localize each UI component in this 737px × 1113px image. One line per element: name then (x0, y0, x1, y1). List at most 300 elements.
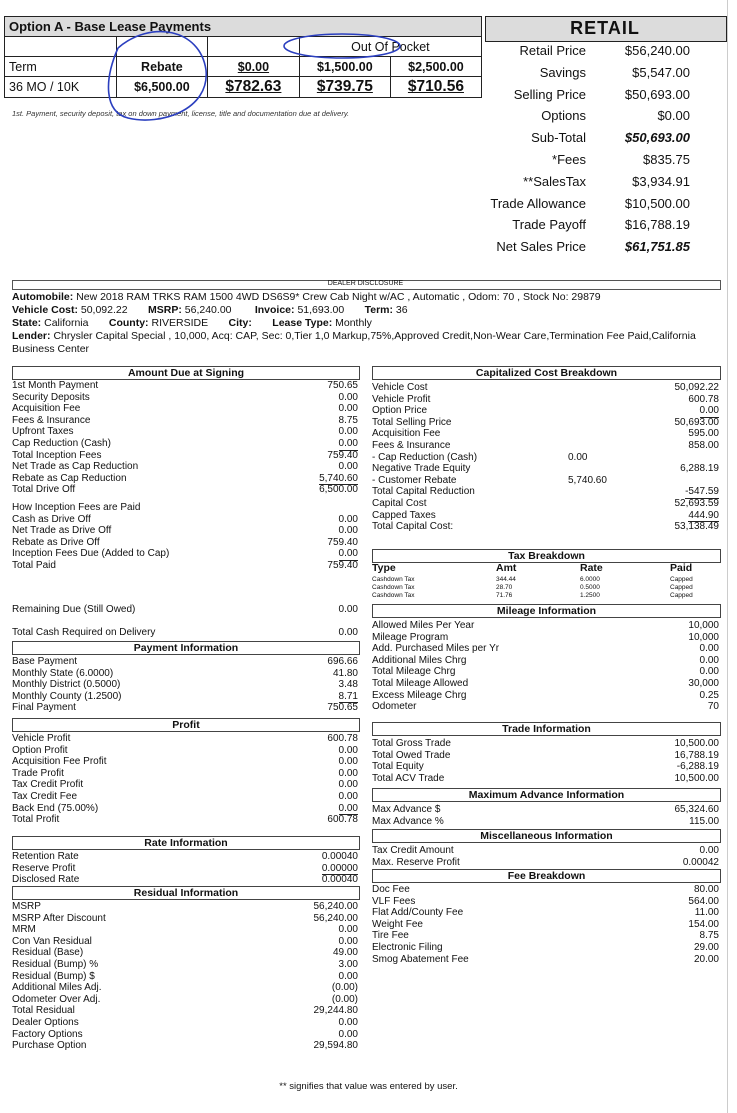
row-label: Max. Reserve Profit (372, 856, 460, 868)
list-row (372, 510, 719, 522)
row-value: 0.00 (699, 405, 719, 417)
retail-row (485, 152, 690, 172)
list-row (372, 919, 719, 931)
tax-cell: Cashdown Tax (372, 576, 415, 583)
row-label: Monthly District (0.5000) (12, 679, 121, 691)
list-row (372, 845, 719, 857)
row-value: 10,500.00 (674, 772, 719, 784)
row-value: 41.80 (332, 667, 358, 679)
retail-row (485, 87, 690, 107)
row-value: 750.65 (327, 380, 358, 391)
row-label: Inception Fees Due (Added to Cap) (12, 548, 170, 560)
row-label: Electronic Filing (372, 942, 443, 953)
row-value: 600.78 (327, 814, 358, 826)
tax-headers (372, 563, 719, 575)
row-value: -547.59 (685, 486, 719, 498)
row-label: - Customer Rebate (372, 474, 457, 486)
row-label: Factory Options (12, 1028, 83, 1040)
row-label: Dealer Options (12, 1017, 79, 1028)
row-label: Flat Add/County Fee (372, 907, 464, 919)
tax-cell: 71.76 (496, 592, 513, 599)
list-row (12, 936, 358, 948)
list-row (12, 461, 358, 473)
retail-label: Trade Allowance (490, 195, 586, 211)
row-label: Total Owed Trade (372, 749, 451, 761)
row-value: 696.66 (327, 656, 358, 667)
row-value: 154.00 (688, 918, 719, 930)
row-value: 0.00 (338, 1017, 358, 1028)
list-row (372, 452, 719, 464)
row-value: 8.71 (338, 690, 358, 702)
retail-label: **SalesTax (523, 173, 586, 189)
list-row (372, 954, 719, 966)
row-value: 0.00042 (682, 856, 719, 868)
row-value: 600.78 (688, 393, 719, 405)
retail-label: Savings (539, 64, 586, 80)
row-label: Monthly County (1.2500) (12, 690, 122, 702)
row-value: 56,240.00 (313, 912, 358, 924)
automobile-value: New 2018 RAM TRKS RAM 1500 4WD DS6S9* Crew Cab Night w/AC , Automatic , Odom: 70 , Stock No: 29879 (76, 291, 601, 303)
row-value: 0.00 (338, 791, 358, 802)
list-row (12, 982, 358, 994)
list-row (372, 678, 719, 690)
cost-line: Vehicle Cost: 50,092.22 MSRP: 56,240.00 Invoice: 51,693.00 Term: 36 (12, 304, 408, 316)
row-value: 6,500.00 (319, 484, 358, 496)
list-row (12, 959, 358, 971)
retail-value: $0.00 (657, 108, 690, 124)
row-value: 10,500.00 (674, 738, 719, 749)
row-label: Con Van Residual (12, 935, 92, 947)
retail-row (485, 196, 690, 216)
row-label: Net Trade as Drive Off (12, 525, 112, 537)
list-row (12, 971, 358, 983)
list-row (12, 1029, 358, 1041)
row-label: Monthly State (6.0000) (12, 667, 114, 679)
row-label: Reserve Profit (12, 862, 76, 874)
row-label: Vehicle Profit (372, 393, 431, 405)
user-entered-note: ** signifies that value was entered by user. (279, 1081, 458, 1092)
row-label: Tax Credit Fee (12, 791, 78, 802)
row-value: 3.00 (338, 959, 358, 970)
row-label: Total Paid (12, 560, 56, 571)
list-row (12, 679, 358, 691)
list-row (12, 901, 358, 913)
row-label: Total Selling Price (372, 416, 452, 428)
row-value: 10,000 (688, 620, 719, 631)
list-row (372, 666, 719, 678)
row-value: 0.00 (338, 970, 358, 982)
list-row (372, 394, 719, 406)
row-label: Max Advance $ (372, 804, 441, 815)
list-row (12, 548, 358, 560)
list-row (12, 1005, 358, 1017)
row-value: 56,240.00 (313, 901, 358, 912)
row-label: Remaining Due (Still Owed) (12, 604, 136, 615)
row-label: Tax Credit Profit (12, 779, 84, 791)
tax-cell: Cashdown Tax (372, 584, 415, 591)
list-row (12, 851, 358, 863)
list-row (372, 773, 719, 785)
row-label: Total Equity (372, 761, 424, 773)
list-row (372, 761, 719, 773)
payment-1500: $739.75 (299, 77, 390, 98)
row-label: Back End (75.00%) (12, 802, 99, 814)
row-value: (0.00) (331, 982, 358, 994)
row-label: Negative Trade Equity (372, 463, 471, 475)
retail-row (485, 239, 690, 259)
list-row (12, 863, 358, 875)
row-value: 0.00040 (321, 874, 358, 886)
list-row (372, 428, 719, 440)
list-row (372, 942, 719, 954)
list-row (12, 473, 358, 485)
row-value: 10,000 (688, 631, 719, 643)
list-row (372, 632, 719, 644)
list-row (12, 994, 358, 1006)
retail-label: Selling Price (513, 86, 586, 102)
row-value: 0.00 (338, 756, 358, 768)
row-value: 20.00 (693, 953, 719, 965)
retail-value: $56,240.00 (624, 43, 690, 58)
row-value: 0.00 (338, 779, 358, 791)
retail-row (485, 65, 690, 85)
row-value: 0.00040 (321, 851, 358, 862)
row-label: Purchase Option (12, 1040, 87, 1052)
row-value: 80.00 (693, 884, 719, 895)
row-label: Fees & Insurance (372, 440, 451, 451)
misc-info-header: Miscellaneous Information (372, 829, 721, 843)
row-label: Allowed Miles Per Year (372, 620, 475, 631)
list-row (372, 750, 719, 762)
row-value: 29.00 (693, 942, 719, 953)
list-row (12, 733, 358, 745)
row-label: Total Capital Reduction (372, 486, 475, 498)
list-row (372, 907, 719, 919)
row-label: Rebate as Cap Reduction (12, 472, 127, 484)
row-value: 52,693.59 (674, 498, 719, 509)
row-label: Vehicle Cost (372, 382, 428, 393)
row-value: 0.00 (699, 845, 719, 856)
row-label: Upfront Taxes (12, 426, 74, 438)
list-row (12, 484, 358, 496)
amount-due-header: Amount Due at Signing (12, 366, 360, 380)
retail-label: *Fees (552, 152, 586, 167)
row-label: Option Price (372, 405, 428, 417)
row-label: Residual (Bump) % (12, 959, 99, 970)
mileage-header: Mileage Information (372, 604, 721, 618)
row-value: 0.00000 (321, 862, 358, 874)
list-row (12, 913, 358, 925)
tax-cell: 344.44 (496, 576, 516, 583)
list-row (12, 756, 358, 768)
total-cash-row (12, 627, 358, 639)
row-label: MRM (12, 924, 36, 936)
down-2500-header: $2,500.00 (390, 57, 481, 77)
cap-cost-header: Capitalized Cost Breakdown (372, 366, 721, 380)
list-row (12, 874, 358, 886)
tax-header-cell: Type (372, 562, 396, 574)
option-a-title: Option A - Base Lease Payments (5, 17, 300, 37)
list-row (372, 417, 719, 429)
row-label: Odometer (372, 701, 417, 713)
payment-2500: $710.56 (390, 77, 481, 98)
retail-label: Trade Payoff (512, 217, 586, 233)
row-label: Vehicle Profit (12, 733, 71, 744)
list-row (372, 498, 719, 510)
row-value: 0.00 (338, 391, 358, 403)
list-row (12, 502, 358, 514)
retail-label: Options (541, 108, 586, 124)
retail-label: Retail Price (519, 43, 586, 58)
list-row (12, 668, 358, 680)
row-label: Base Payment (12, 656, 78, 667)
row-label: VLF Fees (372, 895, 416, 907)
fee-breakdown-header: Fee Breakdown (372, 869, 721, 883)
row-value: 0.00 (338, 548, 358, 560)
rebate-header: Rebate (116, 57, 207, 77)
row-value: 759.40 (327, 536, 358, 548)
row-label: MSRP After Discount (12, 912, 106, 924)
list-row (12, 924, 358, 936)
list-row (12, 1040, 358, 1052)
row-value: 29,244.80 (313, 1005, 358, 1017)
row-label: Option Profit (12, 744, 68, 756)
row-label: Excess Mileage Chrg (372, 689, 467, 701)
list-row (12, 380, 358, 392)
list-row (12, 415, 358, 427)
row-label: Disclosed Rate (12, 874, 80, 886)
row-label: Additional Miles Adj. (12, 982, 102, 994)
row-label: Residual (Bump) $ (12, 970, 95, 982)
list-row (372, 857, 719, 869)
row-value: 65,324.60 (674, 804, 719, 815)
remaining-row (12, 604, 358, 616)
list-row (12, 745, 358, 757)
row-label: Odometer Over Adj. (12, 993, 101, 1005)
row-value: 29,594.80 (313, 1040, 358, 1052)
row-mid-value: 0.00 (568, 451, 588, 463)
out-of-pocket-label: Out Of Pocket (299, 37, 481, 57)
row-label: Acquisition Fee Profit (12, 756, 107, 768)
row-label: Doc Fee (372, 884, 410, 895)
option-a-footnote: 1st. Payment, security deposit, tax on down payment, license, title and documentation due at delivery. (12, 109, 350, 118)
list-row (12, 438, 358, 450)
automobile-line: Automobile: New 2018 RAM TRKS RAM 1500 4WD DS6S9* Crew Cab Night w/AC , Automatic , Odom: 70 , Stock No: 29879 (12, 291, 601, 303)
row-value: 6,288.19 (680, 463, 719, 475)
row-label: Tax Credit Amount (372, 845, 454, 856)
list-row (372, 816, 719, 828)
retail-value: $50,693.00 (624, 86, 690, 102)
row-value: 0.00 (338, 461, 358, 473)
row-value: 600.78 (327, 733, 358, 744)
row-label: Total ACV Trade (372, 772, 445, 784)
row-value: 0.00 (338, 935, 358, 947)
row-value: 49.00 (332, 947, 358, 959)
residual-header: Residual Information (12, 886, 360, 900)
row-label: Total Inception Fees (12, 449, 102, 461)
list-row (12, 450, 358, 462)
row-value: 53,138.49 (674, 521, 719, 533)
list-row (12, 392, 358, 404)
row-value: 115.00 (689, 815, 719, 827)
list-row (12, 514, 358, 526)
row-value: 3.48 (338, 679, 358, 691)
option-a-table (4, 16, 482, 98)
list-row (372, 440, 719, 452)
row-value: 0.25 (699, 689, 719, 701)
row-value: (0.00) (331, 993, 358, 1005)
row-value: 858.00 (688, 440, 719, 451)
retail-value: $50,693.00 (624, 130, 690, 146)
row-label: Max Advance % (372, 815, 444, 827)
list-row (12, 560, 358, 572)
row-label: Net Trade as Cap Reduction (12, 461, 139, 473)
list-row (12, 525, 358, 537)
retail-row (485, 43, 690, 63)
tax-cell: 6.0000 (580, 576, 600, 583)
row-value: -6,288.19 (676, 761, 719, 773)
row-label: Security Deposits (12, 391, 90, 403)
tax-header-cell: Amt (496, 562, 517, 574)
row-value: 11.00 (694, 907, 719, 919)
row-mid-value: 5,740.60 (568, 474, 607, 486)
row-value: 444.90 (688, 509, 719, 521)
row-value: 50,693.00 (674, 416, 719, 428)
row-label: 1st Month Payment (12, 380, 99, 391)
tax-cell: 28.70 (496, 584, 513, 591)
list-row (372, 701, 719, 713)
row-label: Total Capital Cost: (372, 521, 454, 533)
retail-value: $16,788.19 (624, 217, 690, 233)
list-row (372, 896, 719, 908)
row-label: Mileage Program (372, 631, 449, 643)
retail-row (485, 217, 690, 237)
list-row (12, 814, 358, 826)
list-row (372, 382, 719, 394)
row-value: 30,000 (688, 678, 719, 689)
row-value: 0.00 (338, 604, 358, 615)
down-0-header: $0.00 (208, 57, 300, 77)
list-row (372, 405, 719, 417)
list-row (372, 884, 719, 896)
down-1500-header: $1,500.00 (299, 57, 390, 77)
row-value: 759.40 (327, 449, 358, 461)
row-label: Trade Profit (12, 767, 64, 779)
row-value: 0.00 (338, 403, 358, 415)
scrollbar[interactable] (727, 0, 737, 1113)
list-row (372, 804, 719, 816)
list-row (12, 947, 358, 959)
row-label: Total Gross Trade (372, 738, 451, 749)
payment-0: $782.63 (208, 77, 300, 98)
row-label: Total Mileage Chrg (372, 666, 456, 678)
row-label: Capital Cost (372, 498, 427, 509)
tax-cell: Capped (670, 576, 693, 583)
rate-info-header: Rate Information (12, 836, 360, 850)
list-row (372, 521, 719, 533)
row-value: 0.00 (338, 426, 358, 438)
retail-label: Net Sales Price (496, 239, 586, 255)
list-row (12, 779, 358, 791)
row-value: 759.40 (327, 560, 358, 571)
row-label: Total Drive Off (12, 484, 76, 496)
term-value: 36 MO / 10K (5, 77, 117, 98)
row-label: - Cap Reduction (Cash) (372, 451, 478, 463)
row-label: Retention Rate (12, 851, 79, 862)
list-row (372, 930, 719, 942)
tax-cell: Capped (670, 592, 693, 599)
list-row (12, 426, 358, 438)
row-value: 0.00 (338, 1028, 358, 1040)
max-advance-header: Maximum Advance Information (372, 788, 721, 802)
state-line: State: California County: RIVERSIDE City: Lease Type: Monthly (12, 317, 372, 329)
retail-row (485, 174, 690, 194)
row-value: 70 (707, 701, 719, 713)
row-label: Final Payment (12, 702, 76, 714)
disclosure-title: DEALER DISCLOSURE (327, 280, 404, 287)
row-label: Cash as Drive Off (12, 513, 91, 525)
row-label: Total Cash Required on Delivery (12, 627, 156, 638)
term-header: Term (5, 57, 117, 77)
payment-info-header: Payment Information (12, 641, 360, 655)
row-label: Residual (Base) (12, 947, 84, 959)
tax-cell: Cashdown Tax (372, 592, 415, 599)
row-value: 0.00 (338, 924, 358, 936)
list-row (12, 403, 358, 415)
row-label: MSRP (12, 901, 41, 912)
tax-header-cell: Rate (580, 562, 603, 574)
list-row (12, 768, 358, 780)
profit-header: Profit (12, 718, 360, 732)
row-label: Total Mileage Allowed (372, 678, 469, 689)
row-label: Acquisition Fee (12, 403, 81, 415)
row-value: 0.00 (699, 666, 719, 678)
row-value: 16,788.19 (674, 749, 719, 761)
row-label: How Inception Fees are Paid (12, 502, 141, 513)
row-value: 0.00 (338, 767, 358, 779)
row-value: 0.00 (338, 438, 358, 449)
retail-label: Sub-Total (531, 130, 586, 146)
list-row (372, 486, 719, 498)
list-row (372, 475, 719, 487)
list-row (12, 1017, 358, 1029)
list-row (12, 691, 358, 703)
retail-row (485, 130, 690, 150)
list-row (372, 655, 719, 667)
row-value: 0.00 (338, 802, 358, 814)
list-row (372, 620, 719, 632)
row-label: Weight Fee (372, 918, 423, 930)
row-label: Fees & Insurance (12, 414, 91, 426)
row-label: Total Residual (12, 1005, 75, 1017)
row-value: 8.75 (338, 414, 358, 426)
row-value: 50,092.22 (674, 382, 719, 393)
row-value: 8.75 (699, 930, 719, 942)
row-value: 0.00 (338, 525, 358, 537)
row-label: Smog Abatement Fee (372, 953, 469, 965)
retail-value: $5,547.00 (632, 64, 690, 80)
row-label: Acquisition Fee (372, 428, 441, 440)
row-label: Total Profit (12, 814, 60, 826)
row-value: 0.00 (338, 627, 358, 638)
row-label: Add. Purchased Miles per Yr (372, 643, 500, 655)
list-row (12, 537, 358, 549)
list-row (372, 643, 719, 655)
retail-value: $3,934.91 (632, 173, 690, 189)
row-value: 0.00 (699, 643, 719, 655)
row-label: Capped Taxes (372, 509, 436, 521)
row-label: Cap Reduction (Cash) (12, 438, 111, 449)
